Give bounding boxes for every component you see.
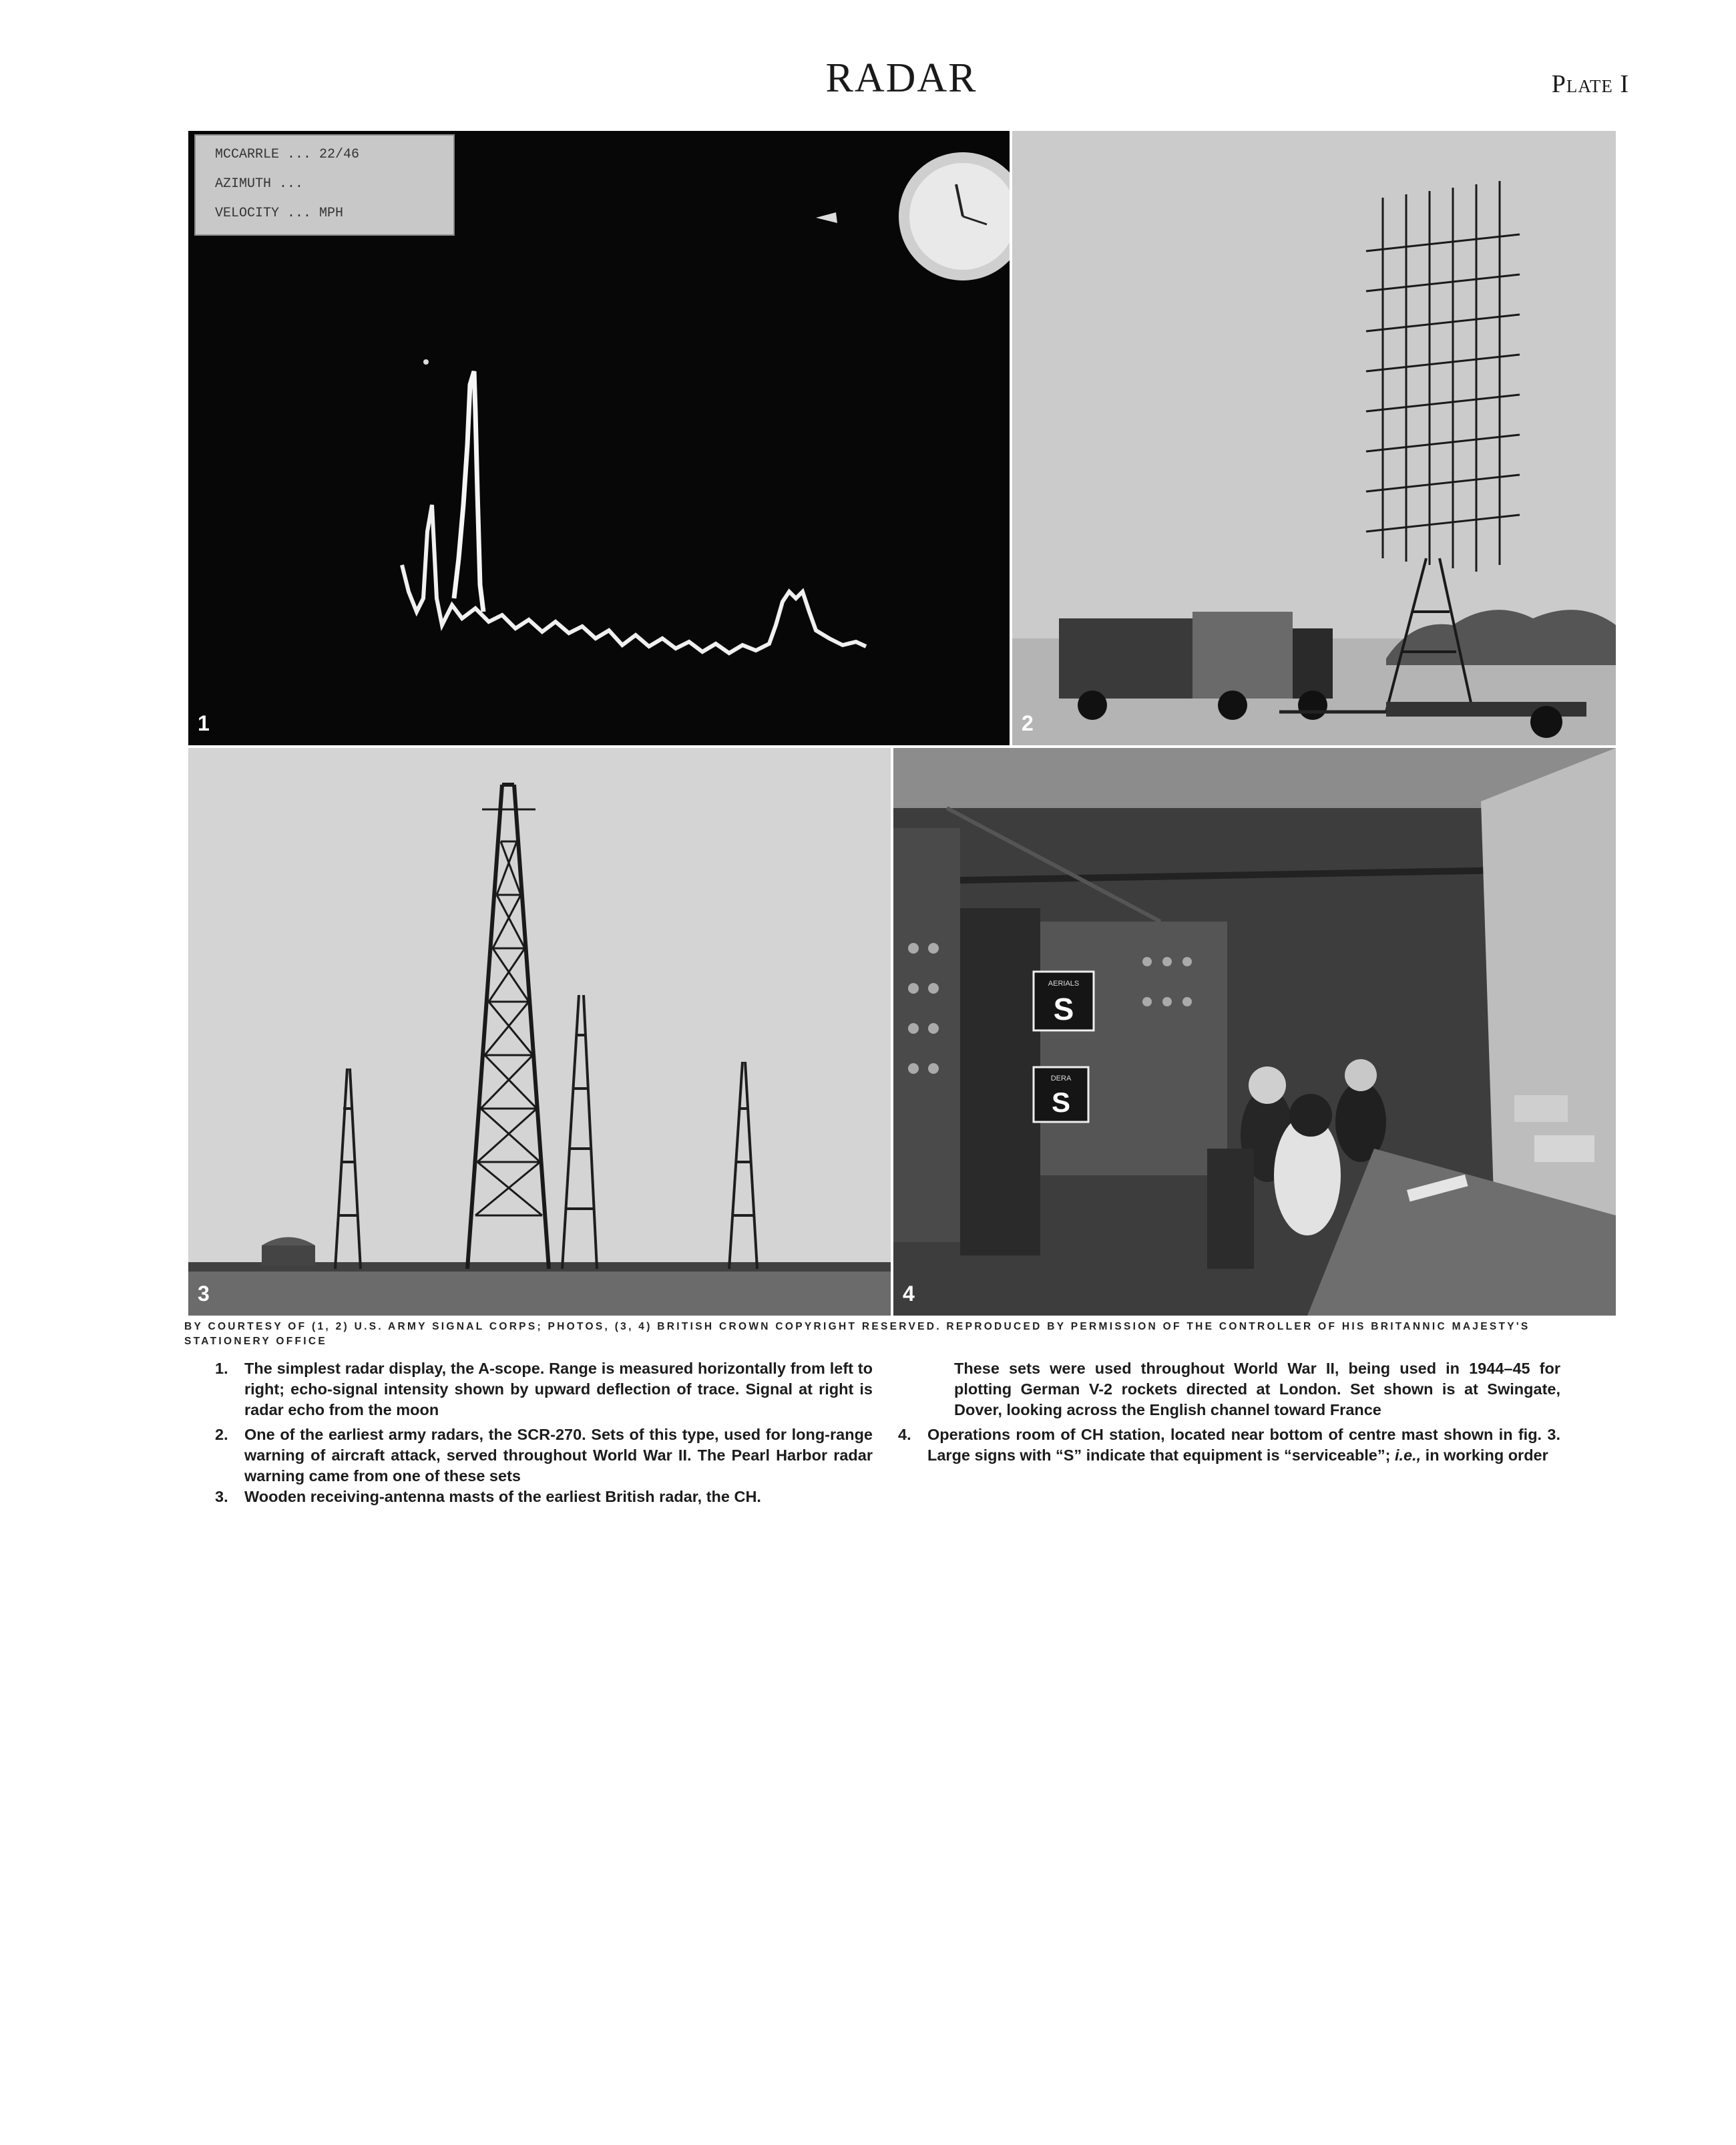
ascope-trace-graphic — [188, 131, 1010, 745]
caption-3-text: Wooden receiving-antenna masts of the earliest British radar, the CH. — [244, 1488, 761, 1505]
photo-credit: BY COURTESY OF (1, 2) U.S. ARMY SIGNAL CORPS; PHOTOS, (3, 4) BRITISH CROWN COPYRIGHT RESERVED. REPRODUCED BY PERMISSION OF THE CONTROLLER OF HIS BRITANNIC MAJESTY'S STATIONERY OFFICE — [184, 1321, 1530, 1347]
caption-4 — [898, 1424, 1560, 1466]
note-line-1: MCCARRLE ... 22/46 — [215, 147, 360, 162]
caption-4-text — [927, 1424, 1560, 1466]
ch-masts-graphic — [188, 748, 891, 1316]
caption-4-ie: i.e., — [1394, 1446, 1422, 1464]
caption-4-text-main: Operations room of CH station, located near bottom of centre mast shown in fig. 3. Large signs with “S” indicate that equipment is “serviceable”; — [927, 1426, 1560, 1464]
page-title: RADAR — [825, 55, 978, 101]
figure-1-ascope-photo — [188, 131, 1010, 745]
caption-2 — [215, 1424, 873, 1487]
caption-1-text: The simplest radar display, the A-scope. Range is measured horizontally from left to right; echo-signal intensity shown by upward deflection of trace. Signal at right is radar echo from the moon — [244, 1360, 873, 1418]
figure-4-number: 4 — [903, 1282, 915, 1306]
caption-3-continued: These sets were used throughout World War II, being used in 1944–45 for plotting German V-2 rockets directed at London. Set shown is at Swingate, Dover, looking across the English channel toward France — [954, 1360, 1560, 1418]
caption-3 — [215, 1487, 873, 1507]
caption-4-text-end: in working order — [1421, 1446, 1548, 1464]
figure-1-number: 1 — [198, 711, 210, 735]
plate-label: Plate I — [1551, 70, 1629, 98]
captions-right-column — [898, 1358, 1560, 1466]
caption-2-text: One of the earliest army radars, the SCR-270. Sets of this type, used for long-range warning of aircraft attack, served throughout World War II. The Pearl Harbor radar warning came from one of these sets — [244, 1426, 873, 1485]
scr270-graphic — [1012, 131, 1616, 745]
sign-aerials-s: S — [1053, 992, 1074, 1026]
note-line-2: AZIMUTH ... — [215, 176, 304, 192]
caption-3-number: 3. — [215, 1488, 228, 1505]
caption-1-number: 1. — [215, 1360, 228, 1377]
figure-3-ch-masts-photo — [188, 748, 891, 1316]
sign-aerials-label: AERIALS — [1048, 980, 1080, 988]
caption-2-number: 2. — [215, 1426, 228, 1443]
captions-left-column — [215, 1358, 873, 1507]
caption-4-number: 4. — [898, 1426, 911, 1443]
figure-2-number: 2 — [1022, 711, 1034, 735]
note-line-3: VELOCITY ... MPH — [215, 206, 344, 221]
operations-room-graphic — [893, 748, 1616, 1316]
caption-1 — [215, 1358, 873, 1420]
figure-4-operations-room-photo — [893, 748, 1616, 1316]
sign-dera-s: S — [1051, 1087, 1071, 1118]
figure-3-number: 3 — [198, 1282, 210, 1306]
figure-2-scr270-photo — [1012, 131, 1616, 745]
sign-dera-label: DERA — [1050, 1075, 1072, 1083]
